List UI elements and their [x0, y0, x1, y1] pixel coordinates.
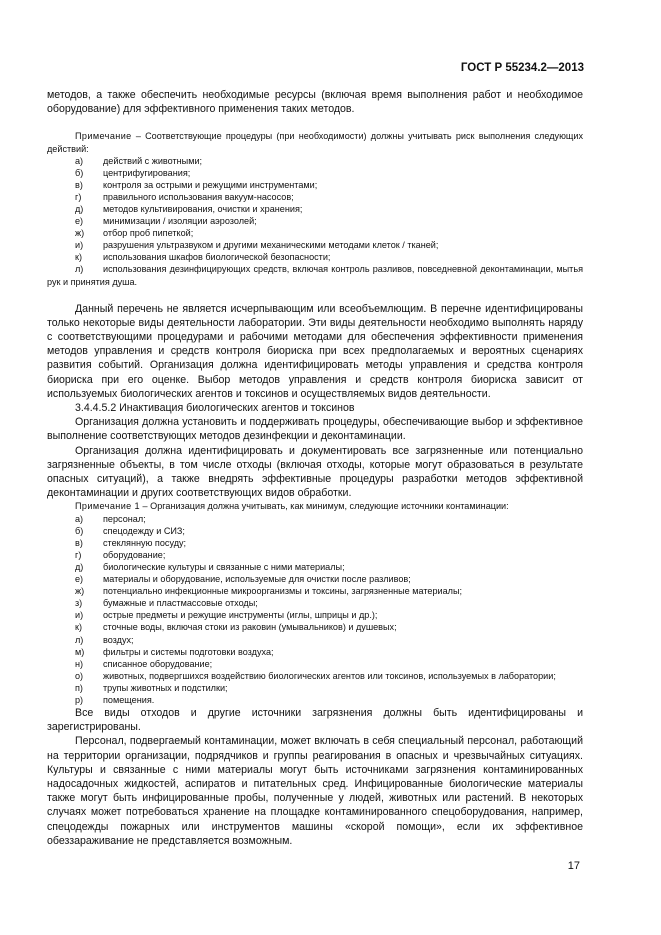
paragraph-3: Организация должна установить и поддерживать процедуры, обеспечивающие выбор и эффективное выполнение соответствующих методов дезинфекции и деконтаминации.: [47, 416, 583, 443]
list-marker: к): [75, 622, 83, 633]
list-text: оборудование;: [103, 549, 166, 560]
note-1-list: [47, 155, 583, 288]
list-text: трупы животных и подстилки;: [103, 682, 228, 693]
list-marker: д): [75, 561, 84, 572]
list-marker: ж): [75, 228, 85, 239]
paragraph-2: Данный перечень не является исчерпывающим или всеобъемлющим. В перечне идентифицированы только некоторые виды деятельности лаборатории. Эти виды деятельности необходимо выполнять наряду с соответствующими процедурами и рабочими методами для обеспечения эффективности применения методов управления и средств контроля биориска при всех предполагаемых и вероятных сценариях развития событий. Организация должна идентифицировать методы управления и средства контроля биориска при его оценке. Выбор методов управления и средств контроля биориска зависит от используемых биологических агентов и токсинов и осуществляемых видов деятельности.: [47, 302, 583, 400]
list-text: животных, подвергшихся воздействию биологических агентов или токсинов, используемых в лаборатории;: [103, 670, 556, 681]
list-item: [47, 513, 583, 525]
list-marker: б): [75, 167, 84, 178]
note-1-label: Примечание: [75, 131, 132, 142]
note-1: [47, 130, 583, 154]
list-marker: г): [75, 191, 82, 202]
list-item: [47, 203, 583, 215]
list-text: персонал;: [103, 513, 146, 524]
list-text: спецодежду и СИЗ;: [103, 525, 185, 536]
list-marker: и): [75, 240, 84, 251]
paragraph-6: Персонал, подвергаемый контаминации, может включать в себя специальный персонал, работающий на территории организации, подрядчиков и группы реагирования в опасных и чрезвычайных ситуациях. Культуры и связанные с ними материалы могут быть источниками загрязнения контаминированных надосадочных жидкостей, аспиратов и питательных сред. Инфицированные биологические материалы также могут быть инфицированные пробы, полученные у людей, животных или растений. В некоторых случаях может потребоваться хранение на площадке контаминированного спецоборудования, например, спецодежды пожарных или инструментов машины «скорой помощи», если их эффективное обеззараживание не представляется возможным.: [47, 735, 583, 847]
list-marker: о): [75, 670, 84, 681]
list-text: правильного использования вакуум-насосов;: [103, 191, 294, 202]
list-marker: к): [75, 252, 83, 263]
note-1-text: – Соответствующие процедуры (при необходимости) должны учитывать риск выполнения следующих действий:: [47, 131, 583, 154]
paragraph-5: Все виды отходов и другие источники загрязнения должны быть идентифицированы и зарегистрированы.: [47, 707, 583, 734]
list-item: [47, 646, 583, 658]
note-2-label: Примечание 1: [75, 501, 141, 512]
list-item: [47, 215, 583, 227]
list-text: методов культивирования, очистки и хранения;: [103, 203, 303, 214]
list-item: [47, 694, 583, 706]
list-item: [47, 585, 583, 597]
list-text: острые предметы и режущие инструменты (иглы, шприцы и др.);: [103, 610, 378, 621]
page-number: 17: [567, 860, 580, 872]
list-item: [47, 621, 583, 633]
list-marker: л): [75, 264, 84, 275]
list-marker: м): [75, 646, 85, 657]
list-text: отбор проб пипеткой;: [103, 228, 194, 239]
list-marker: л): [75, 634, 84, 645]
list-text: центрифугирования;: [103, 167, 191, 178]
list-text: биологические культуры и связанные с ними материалы;: [103, 561, 345, 572]
section-heading: 3.4.4.5.2 Инактивация биологических агентов и токсинов: [75, 402, 355, 415]
paragraph-4: Организация должна идентифицировать и документировать все загрязненные или потенциально загрязненные объекты, в том числе отходы (включая отходы, которые могут образоваться в результате опасных ситуаций), а также внедрять эффективные процедуры разработки методов эффективной деконтаминации и других соответствующих видов обработки.: [47, 444, 583, 500]
intro-paragraph: методов, а также обеспечить необходимые ресурсы (включая время выполнения работ и необходимое оборудование) для эффективного применения таких методов.: [47, 89, 583, 116]
list-marker: ж): [75, 586, 85, 597]
list-item: [47, 191, 583, 203]
list-item: [47, 597, 583, 609]
list-marker: а): [75, 155, 84, 166]
list-item: [47, 634, 583, 646]
list-marker: р): [75, 694, 84, 705]
list-text: сточные воды, включая стоки из раковин (умывальников) и душевых;: [103, 622, 397, 633]
list-item: [47, 525, 583, 537]
list-item: [47, 549, 583, 561]
list-text: фильтры и системы подготовки воздуха;: [103, 646, 274, 657]
list-text: разрушения ультразвуком и другими механическими методами клеток / тканей;: [103, 240, 439, 251]
list-marker: б): [75, 525, 84, 536]
list-item: [47, 670, 583, 682]
list-text: минимизации / изоляции аэрозолей;: [103, 216, 257, 227]
list-item: [47, 167, 583, 179]
list-item: [47, 573, 583, 585]
list-text: списанное оборудование;: [103, 658, 213, 669]
list-text: стеклянную посуду;: [103, 537, 187, 548]
list-marker: з): [75, 598, 83, 609]
list-item: [47, 537, 583, 549]
list-marker: а): [75, 513, 84, 524]
list-marker: д): [75, 203, 84, 214]
note-2-list: [47, 513, 583, 707]
list-text: воздух;: [103, 634, 134, 645]
list-item: [47, 658, 583, 670]
list-marker: п): [75, 682, 83, 693]
list-text: бумажные и пластмассовые отходы;: [103, 598, 258, 609]
spacer: [47, 116, 583, 130]
list-text: контроля за острыми и режущими инструментами;: [103, 179, 318, 190]
list-marker: и): [75, 610, 84, 621]
list-marker: г): [75, 549, 82, 560]
list-text: использования шкафов биологической безопасности;: [103, 252, 331, 263]
list-item: [47, 609, 583, 621]
list-item: [47, 155, 583, 167]
list-item: [47, 227, 583, 239]
list-marker: в): [75, 537, 83, 548]
list-item: [47, 251, 583, 263]
note-2-text: – Организация должна учитывать, как минимум, следующие источники контаминации:: [140, 501, 509, 512]
note-2: [47, 500, 583, 512]
list-marker: в): [75, 179, 83, 190]
list-text: использования дезинфицирующих средств, включая контроль разливов, повседневной деконтаминации, мытья рук и принятия душа.: [47, 264, 583, 287]
list-marker: е): [75, 216, 84, 227]
list-text: помещения.: [103, 694, 155, 705]
spacer: [47, 288, 583, 302]
list-text: потенциально инфекционные микроорганизмы и токсины, загрязненные материалы;: [103, 586, 463, 597]
document-id-header: ГОСТ Р 55234.2—2013: [460, 62, 584, 74]
list-item: [47, 682, 583, 694]
list-marker: н): [75, 658, 84, 669]
list-text: действий с животными;: [103, 155, 203, 166]
list-marker: е): [75, 574, 84, 585]
list-item: [47, 561, 583, 573]
page-content: [47, 88, 583, 848]
list-item: [47, 179, 583, 191]
list-text: материалы и оборудование, используемые для очистки после разливов;: [103, 574, 411, 585]
list-item: [47, 239, 583, 251]
list-item: [47, 263, 583, 287]
